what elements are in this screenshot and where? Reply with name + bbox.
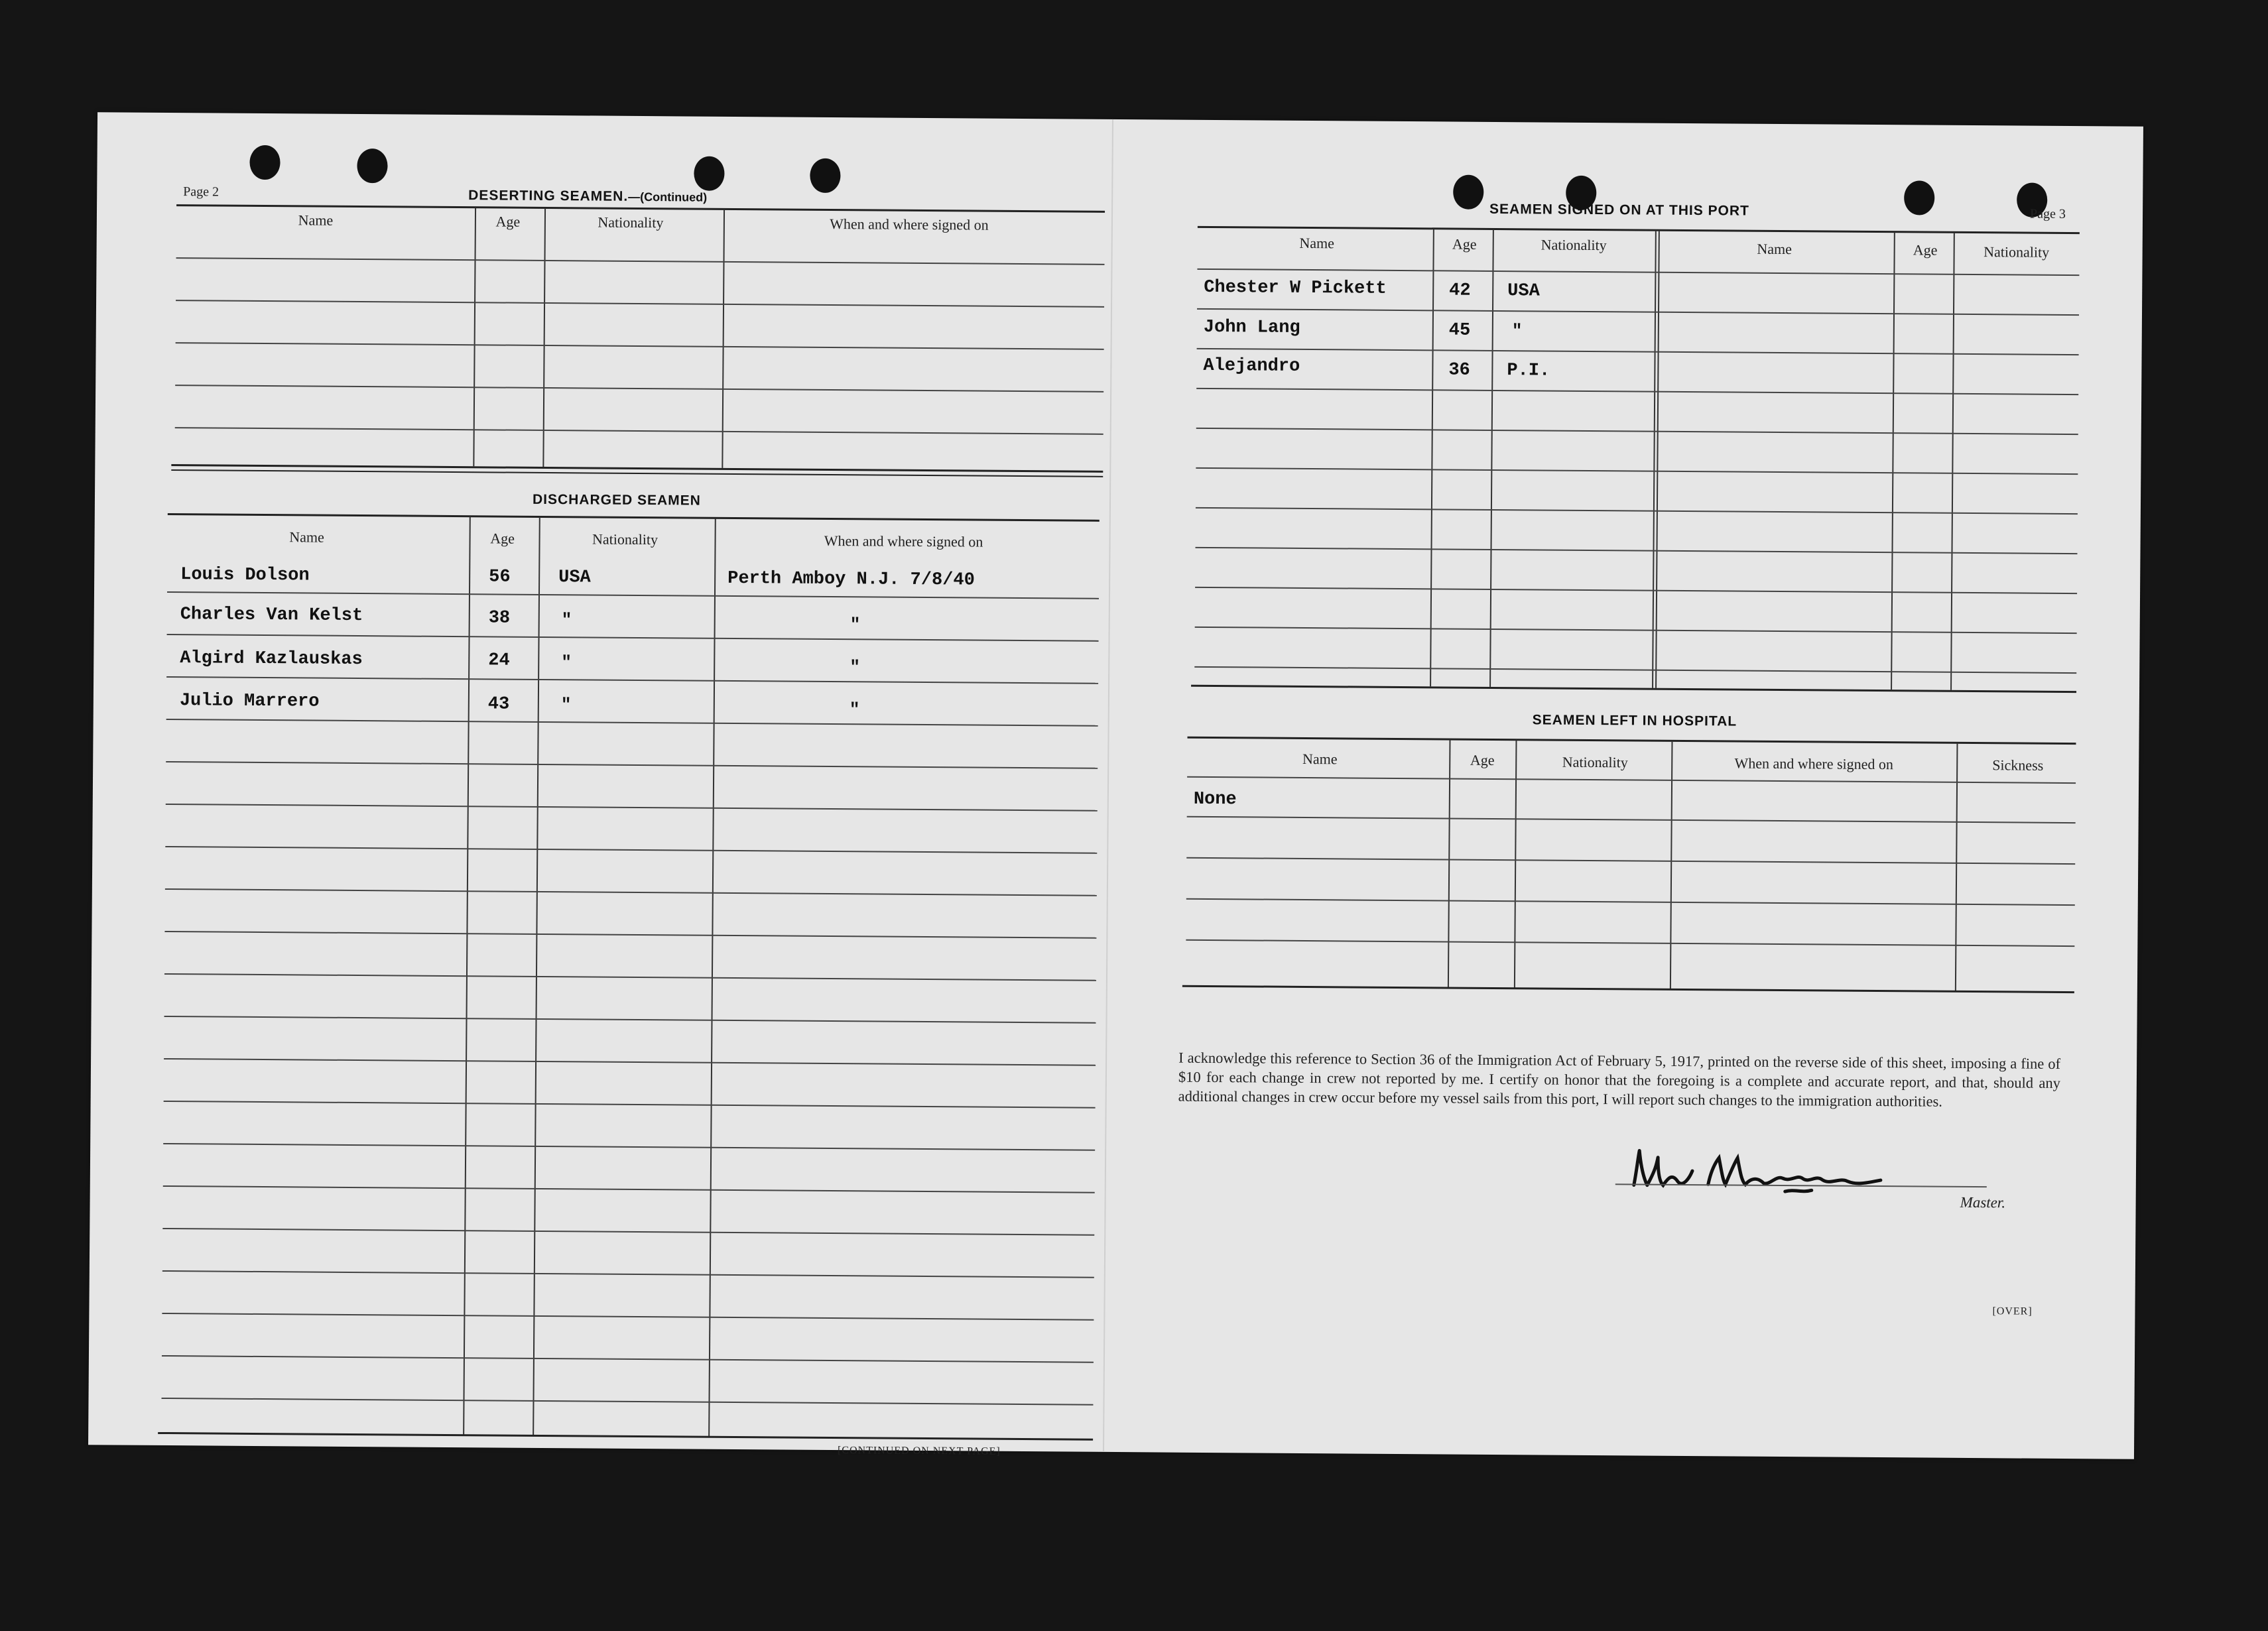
discharged-header-signed-on: When and where signed on [824, 532, 983, 550]
signed-on-nationality: " [1511, 321, 1523, 341]
signed-on-nationality: USA [1507, 281, 1540, 302]
discharged-signed-on: " [849, 699, 860, 720]
deserting-header-age: Age [495, 213, 521, 230]
discharged-row-line [164, 931, 1096, 939]
punch-hole [810, 158, 840, 193]
discharged-row-line [164, 1058, 1096, 1066]
discharged-row-line [163, 1143, 1095, 1151]
signed-on-name: Chester W Pickett [1204, 277, 1387, 299]
deserting-row-line [175, 427, 1103, 435]
page-label-right: Page 3 [2029, 206, 2066, 221]
discharged-header-name: Name [289, 528, 324, 546]
discharged-signed-on: Perth Amboy N.J. 7/8/40 [727, 568, 975, 591]
signed-on-age: 42 [1449, 280, 1471, 301]
discharged-bottom-rule [158, 1432, 1093, 1441]
hospital-row-line [1187, 816, 2076, 823]
deserting-col-divider [473, 208, 476, 466]
signed-on-age: 45 [1448, 320, 1471, 341]
master-signature [1629, 1144, 1908, 1199]
hospital-row-line [1187, 776, 2076, 784]
signed-on-row-line [1196, 467, 2078, 475]
center-fold [1103, 119, 1113, 1452]
discharged-header-age: Age [490, 530, 515, 547]
signed-on-col-divider [1950, 233, 1955, 690]
deserting-row-line [176, 257, 1105, 265]
signed-on-title: SEAMEN SIGNED ON AT THIS PORT [1489, 201, 1750, 219]
signed-on-bottom-rule [1191, 685, 2076, 693]
discharged-nationality: " [560, 695, 572, 715]
hospital-header-signed-on: When and where signed on [1734, 755, 1894, 773]
discharged-seamen-title: DISCHARGED SEAMEN [532, 491, 701, 509]
deserting-row-line [176, 342, 1104, 350]
discharged-row-line [162, 1228, 1094, 1236]
discharged-name: Algird Kazlauskas [180, 648, 363, 670]
discharged-name: Louis Dolson [180, 565, 310, 586]
deserting-row-line [176, 300, 1104, 308]
acknowledgement-text: I acknowledge this reference to Section 36 of the Immigration Act of February 5, 1917, printed on the reverse side of this sheet, imposing a fine of $10 for each change in crew not reported by me. I certify on honor that the foregoing is a complete and accurate report, and that, should any additional changes in crew occur before my vessel sails from this port, I will report such changes to the immigration authorities. [1178, 1049, 2061, 1110]
discharged-row-line [166, 804, 1098, 812]
discharged-row-line [166, 719, 1098, 727]
signed-on-header-name-2: Name [1757, 240, 1793, 258]
punch-hole [249, 145, 280, 180]
hospital-top-rule [1188, 737, 2076, 745]
discharged-age: 38 [488, 608, 511, 629]
signed-on-row-line [1196, 547, 2078, 554]
discharged-signed-on: " [850, 615, 861, 635]
deserting-row-line [175, 385, 1103, 393]
signed-on-name: Alejandro [1203, 355, 1300, 377]
discharged-age: 43 [487, 694, 510, 715]
discharged-top-rule [168, 513, 1100, 522]
hospital-row-line [1186, 898, 2075, 906]
signed-on-age: 36 [1448, 360, 1470, 381]
hospital-header-age: Age [1470, 751, 1495, 768]
discharged-row-line [162, 1398, 1094, 1406]
signed-on-row-line [1195, 587, 2077, 594]
deserting-title-suffix: —(Continued) [628, 190, 708, 204]
signed-on-header-name: Name [1299, 234, 1335, 252]
document-sheet [88, 112, 2143, 1459]
discharged-row-line [162, 1270, 1094, 1278]
discharged-row-line [167, 634, 1099, 642]
discharged-signed-on: " [850, 657, 860, 678]
deserting-col-divider [542, 208, 546, 467]
signed-on-row-line [1197, 348, 2079, 355]
discharged-name: Julio Marrero [179, 691, 320, 712]
discharged-row-line [166, 761, 1098, 769]
signed-on-row-line [1194, 666, 2076, 674]
discharged-row-line [167, 591, 1099, 599]
deserting-col-divider [722, 210, 725, 468]
discharged-row-line [166, 676, 1098, 684]
hospital-row-line [1186, 939, 2074, 947]
discharged-row-line [162, 1313, 1094, 1321]
punch-hole [694, 156, 724, 191]
hospital-col-divider [1955, 743, 1958, 992]
signed-on-col-divider [1489, 229, 1494, 687]
continued-next-page: [CONTINUED ON NEXT PAGE] [837, 1445, 1001, 1457]
discharged-row-line [164, 1101, 1096, 1109]
hospital-row-line [1186, 857, 2075, 865]
signed-on-row-line [1196, 388, 2078, 395]
signed-on-header-age: Age [1452, 235, 1477, 253]
signed-on-row-line [1196, 507, 2078, 514]
punch-hole [1904, 180, 1934, 215]
signed-on-header-nationality: Nationality [1541, 236, 1607, 254]
hospital-name: None [1193, 789, 1237, 810]
discharged-row-line [165, 846, 1097, 854]
discharged-age: 24 [488, 650, 510, 671]
discharged-row-line [164, 973, 1096, 981]
deserting-header-signed-on: When and where signed on [830, 215, 989, 233]
discharged-row-line [164, 1016, 1096, 1024]
discharged-nationality: " [561, 652, 572, 673]
deserting-title-text: DESERTING SEAMEN. [468, 188, 629, 204]
signed-on-nationality: P.I. [1507, 361, 1550, 381]
hospital-header-name: Name [1302, 750, 1338, 768]
signed-on-header-nationality-2: Nationality [1984, 243, 2050, 261]
discharged-age: 56 [489, 567, 511, 587]
signed-on-col-divider [1430, 229, 1434, 686]
over-label: [OVER] [1992, 1305, 2033, 1317]
deserting-header-nationality: Nationality [598, 213, 664, 231]
signed-on-col-divider [1891, 232, 1895, 690]
discharged-nationality: " [561, 610, 572, 631]
page-label-left: Page 2 [183, 184, 220, 200]
signed-on-row-line [1197, 308, 2079, 316]
signed-on-row-line [1197, 269, 2079, 276]
hospital-header-sickness: Sickness [1992, 756, 2044, 774]
deserting-seamen-title [468, 188, 707, 206]
discharged-name: Charles Van Kelst [180, 605, 363, 627]
discharged-row-line [165, 888, 1097, 896]
hospital-col-divider [1448, 740, 1451, 989]
master-label: Master. [1960, 1193, 2006, 1211]
discharged-row-line [162, 1355, 1094, 1363]
signed-on-header-age-2: Age [1913, 241, 1938, 259]
hospital-title: SEAMEN LEFT IN HOSPITAL [1532, 712, 1737, 729]
discharged-row-line [163, 1185, 1095, 1193]
deserting-header-name: Name [298, 211, 334, 229]
hospital-col-divider [1670, 741, 1673, 990]
hospital-bottom-rule [1182, 985, 2074, 993]
signed-on-top-rule [1198, 226, 2080, 234]
discharged-header-nationality: Nationality [592, 530, 659, 548]
punch-hole [1453, 175, 1483, 210]
discharged-nationality: USA [558, 568, 591, 588]
punch-hole [357, 149, 387, 183]
hospital-header-nationality: Nationality [1562, 753, 1628, 771]
signed-on-name: John Lang [1203, 317, 1300, 338]
signed-on-row-line [1196, 428, 2078, 435]
hospital-col-divider [1514, 740, 1517, 989]
signed-on-row-line [1195, 627, 2077, 634]
